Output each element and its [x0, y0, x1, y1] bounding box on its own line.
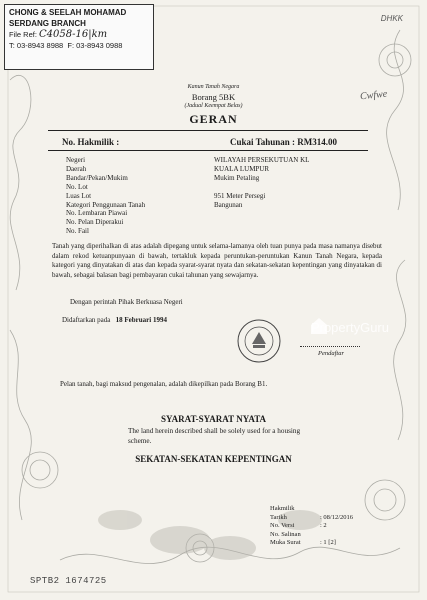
detail-row: Kategori Penggunaan Tanah Bangunan: [66, 200, 243, 209]
signature-line: [300, 346, 360, 347]
detail-row: No. Lot: [66, 182, 88, 191]
divider-bottom: [48, 150, 368, 151]
footer-row: No. Versi : 2: [270, 522, 327, 530]
tenure-paragraph: Tanah yang diperihalkan di atas adalah dipegang untuk selama-lamanya oleh tuan punya pada masa namanya disebut dalam rekod ketuanpunyaan di bawah, tertakluk kepada peruntukan-peruntukan Kanun Tanah Negara, kepada kategori yang dinyatakan di atas dan kepada syarat-syarat nyata dan sekatan-sekatan kepentingan yang dinyatakan di bawah, sebagai balasan bagi pembayaran cukai tahunan yang sewajarnya.: [52, 242, 382, 279]
registry-seal-icon: [236, 318, 282, 364]
footer-row: Hakmilik: [270, 505, 295, 512]
detail-row: Daerah KUALA LUMPUR: [66, 164, 270, 173]
footer-info: [270, 505, 380, 548]
stamp-firm-name: CHONG & SEELAH MOHAMAD: [9, 8, 127, 17]
cukai-field: Cukai Tahunan : RM314.00: [230, 137, 338, 147]
stamp-contacts: T: 03-8943 8988 F: 03-8943 0988: [9, 41, 123, 50]
stamp-file-ref: File Ref: C4058-16|km: [9, 29, 108, 40]
details-list: [66, 156, 366, 236]
registered-date: Didaftarkan pada 18 Februari 1994: [62, 316, 167, 324]
syarat-title: SYARAT-SYARAT NYATA: [160, 414, 267, 424]
detail-row: No. Pelan Diperakui: [66, 218, 124, 227]
serial-number: SPTB2 1674725: [30, 576, 107, 586]
corner-code: DHKK: [380, 14, 403, 23]
syarat-text: The land herein described shall be solely used for a housing scheme.: [128, 427, 301, 445]
sekatan-title: SEKATAN-SEKATAN KEPENTINGAN: [135, 454, 292, 464]
handwritten-note: Cwfwe: [359, 88, 388, 103]
perintah-text: Dengan perintah Pihak Berkuasa Negeri: [70, 298, 183, 306]
footer-row: No. Salinan: [270, 530, 301, 538]
borang-label: Borang 5BK: [191, 92, 236, 102]
pendaftar-label: Pendaftar: [318, 350, 344, 357]
watermark-text: PropertyGuru: [310, 320, 389, 335]
divider-top: [48, 130, 368, 131]
document-title: GERAN: [189, 112, 238, 126]
detail-row: Bandar/Pekan/Mukim Mukim Petaling: [66, 173, 260, 182]
detail-row: Negeri WILAYAH PERSEKUTUAN KL: [66, 156, 310, 164]
detail-row: Luas Lot 951 Meter Persegi: [66, 191, 266, 200]
footer-row: Tarikh : 08/12/2016: [270, 513, 354, 521]
footer-row: Muka Surat : 1 [2]: [270, 539, 336, 547]
pelan-text: Pelan tanah, bagi maksud pengenalan, adalah dikepilkan pada Borang B1.: [60, 380, 268, 388]
detail-row: No. Lembaran Piawai: [66, 209, 128, 218]
kanun-label: Kanun Tanah Negara: [187, 84, 240, 90]
stamp-branch: SERDANG BRANCH: [9, 19, 86, 28]
lawyer-stamp: [4, 4, 154, 70]
jadual-label: (Jadual Keempat Belas): [184, 103, 243, 109]
detail-row: No. Fail: [66, 227, 89, 236]
hakmilik-label: No. Hakmilik :: [62, 137, 120, 147]
